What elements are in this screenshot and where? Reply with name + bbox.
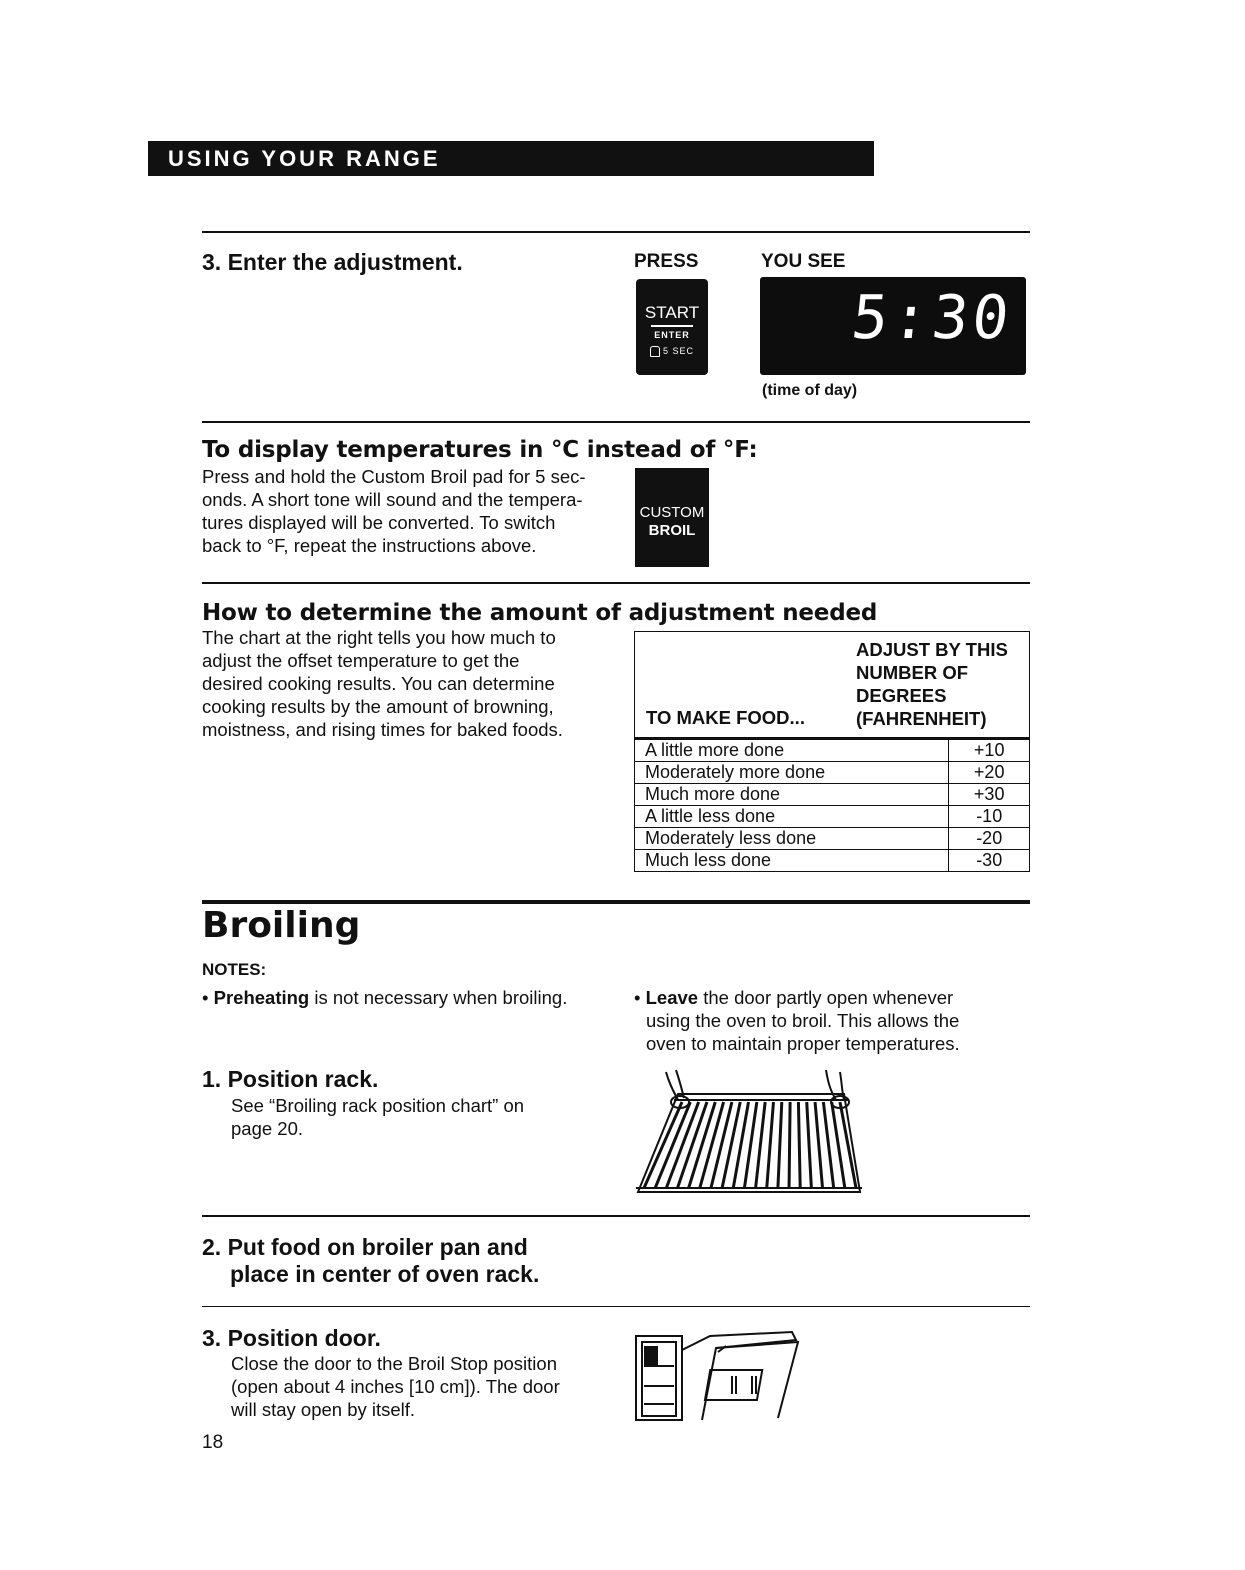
step2-title [202, 1234, 539, 1288]
broil-pad-label: BROIL [648, 522, 696, 539]
adjustment-rows [634, 739, 1030, 872]
col-header-degrees [856, 638, 1008, 730]
display-caption: (time of day) [762, 382, 858, 399]
celsius-line: tures displayed will be converted. To switch [202, 512, 556, 533]
note-text: the door partly open whenever [698, 987, 954, 1008]
food-cell: A little less done [635, 806, 949, 828]
notes-label: NOTES: [202, 960, 267, 979]
rack-bar [722, 1102, 740, 1188]
step-enter-title: 3. Enter the adjustment. [202, 249, 463, 275]
rack-bar [644, 1102, 682, 1188]
col-header-line: DEGREES [856, 685, 947, 706]
food-cell: Moderately less done [635, 828, 949, 850]
adjustment-description [202, 626, 622, 741]
broiling-title: Broiling [202, 905, 361, 946]
section-header [148, 141, 874, 176]
celsius-title: To display temperatures in °C instead of °F: [202, 437, 758, 463]
custom-pad-label: CUSTOM [639, 504, 705, 521]
bullet: • [202, 987, 209, 1008]
rack-bar [767, 1102, 774, 1188]
five-sec-label: 5 SEC [662, 346, 694, 356]
lock-icon [650, 346, 660, 357]
col-header-line: NUMBER OF [856, 662, 969, 683]
adjustment-line: cooking results by the amount of browning, [202, 696, 554, 717]
step2-line: place in center of oven rack. [230, 1261, 540, 1287]
adjustment-line: The chart at the right tells you how much to [202, 627, 556, 648]
step1-line: See “Broiling rack position chart” on [231, 1095, 525, 1116]
table-header [634, 631, 1030, 739]
table-row [635, 806, 1030, 828]
rack-bar [756, 1102, 766, 1188]
degrees-cell: +30 [949, 784, 1030, 806]
col-header-line: ADJUST BY THIS [856, 639, 1008, 660]
note-leave-door [634, 986, 960, 1055]
divider [202, 1306, 1030, 1307]
start-pad-divider [651, 325, 693, 327]
table-row [635, 740, 1030, 762]
step2-line: 2. Put food on broiler pan and [202, 1234, 528, 1260]
degrees-cell: +10 [949, 740, 1030, 762]
rack-bar [798, 1102, 800, 1188]
rack-bar [778, 1102, 782, 1188]
time-display [760, 277, 1026, 375]
degrees-cell: -30 [949, 850, 1030, 872]
oven-rack-illustration [630, 1062, 870, 1200]
step3-title: 3. Position door. [202, 1325, 381, 1351]
note-text: is not necessary when broiling. [309, 987, 568, 1008]
col-header-food: TO MAKE FOOD... [646, 707, 805, 728]
divider [202, 582, 1030, 584]
page-number: 18 [202, 1432, 224, 1453]
oven-door-illustration [632, 1326, 802, 1422]
celsius-line: back to °F, repeat the instructions above. [202, 535, 537, 556]
step3-line: will stay open by itself. [231, 1399, 416, 1420]
adjustment-table [634, 631, 1030, 872]
food-cell: Moderately more done [635, 762, 949, 784]
note-text: using the oven to broil. This allows the [646, 1010, 960, 1031]
rack-bar [807, 1102, 812, 1188]
celsius-instructions [202, 465, 632, 557]
note-bold: Leave [645, 987, 699, 1008]
col-header-line: (FAHRENHEIT) [856, 708, 987, 729]
celsius-line: onds. A short tone will sound and the tempera- [202, 489, 583, 510]
section-header-title: USING YOUR RANGE [168, 146, 441, 171]
step1-text [231, 1094, 524, 1140]
food-cell: A little more done [635, 740, 949, 762]
step3-text [231, 1352, 560, 1421]
food-cell: Much more done [635, 784, 949, 806]
note-text: oven to maintain proper temperatures. [646, 1033, 960, 1054]
display-readout: 5:30 [847, 283, 1016, 353]
rack-bar [823, 1102, 833, 1188]
start-enter-pad[interactable] [636, 279, 708, 375]
table-row [635, 762, 1030, 784]
note-bold: Preheating [213, 987, 310, 1008]
table-row [635, 828, 1030, 850]
press-label: PRESS [634, 251, 699, 272]
celsius-line: Press and hold the Custom Broil pad for 5 sec- [202, 466, 586, 487]
rack-bar [789, 1102, 790, 1188]
step1-line: page 20. [231, 1118, 304, 1139]
degrees-cell: -10 [949, 806, 1030, 828]
degrees-cell: -20 [949, 828, 1030, 850]
custom-broil-pad[interactable] [635, 468, 709, 567]
adjustment-line: desired cooking results. You can determine [202, 673, 555, 694]
step1-title: 1. Position rack. [202, 1066, 379, 1092]
enter-pad-label: ENTER [654, 330, 690, 340]
table-row [635, 850, 1030, 872]
adjustment-title: How to determine the amount of adjustment needed [202, 600, 878, 626]
bullet: • [634, 987, 641, 1008]
degrees-cell: +20 [949, 762, 1030, 784]
adjustment-line: moistness, and rising times for baked foods. [202, 719, 563, 740]
table-row [635, 784, 1030, 806]
food-cell: Much less done [635, 850, 949, 872]
adjustment-line: adjust the offset temperature to get the [202, 650, 520, 671]
divider [202, 421, 1030, 423]
step3-line: Close the door to the Broil Stop position [231, 1353, 557, 1374]
you-see-label: YOU SEE [761, 251, 846, 272]
step3-line: (open about 4 inches [10 cm]). The door [231, 1376, 560, 1397]
broiling-divider [202, 900, 1030, 904]
rack-bar [815, 1102, 822, 1188]
divider [202, 1215, 1030, 1217]
divider [202, 231, 1030, 233]
note-preheating [202, 986, 567, 1009]
start-pad-label: START [644, 303, 700, 322]
